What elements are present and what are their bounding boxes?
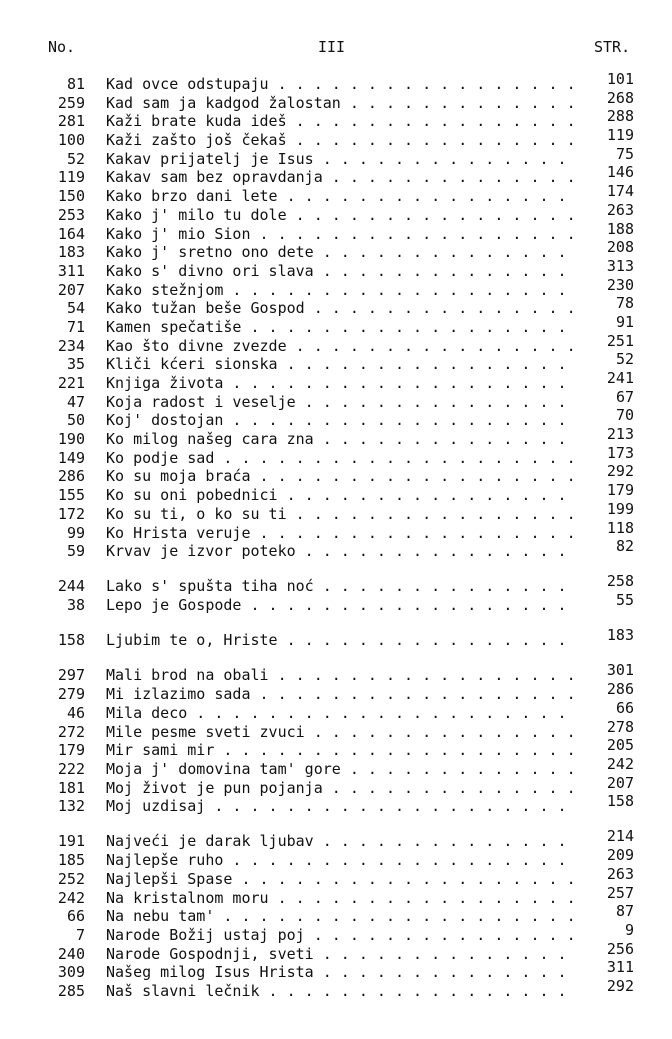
index-entry	[0, 312, 672, 337]
hymn-number: 181	[57, 778, 85, 797]
hymn-title: Kako s' divno ori slava . . .	[106, 262, 576, 281]
hymn-title: Kako tužan beše Gospod . . .	[106, 299, 576, 318]
hymn-number: 132	[57, 797, 85, 816]
hymn-number: 183	[57, 243, 85, 262]
hymn-title: Najlepše ruho . . .	[106, 851, 576, 870]
hymn-title: Kliči kćeri sionska . . .	[106, 355, 576, 374]
page-number: 9	[624, 920, 634, 939]
hymn-title: Najlepši Spase . . .	[106, 870, 576, 889]
page-number: 292	[606, 976, 634, 995]
hymn-number: 100	[57, 131, 85, 150]
page-number: 158	[606, 792, 634, 811]
index-entry	[0, 163, 672, 187]
index-list	[0, 70, 672, 1017]
hymn-number: 59	[66, 542, 85, 561]
page-number: 242	[606, 754, 634, 773]
hymn-number: 47	[66, 392, 85, 411]
index-header	[0, 38, 672, 58]
hymn-title: Kad sam ja kadgod žalostan . . .	[106, 94, 576, 113]
index-entry	[0, 425, 672, 449]
index-entry	[0, 331, 672, 356]
hymn-number: 272	[57, 722, 85, 741]
index-entry	[0, 591, 672, 615]
index-group	[0, 572, 672, 615]
hymn-number: 234	[57, 336, 85, 355]
page-number: 251	[606, 331, 634, 350]
hymn-number: 242	[57, 888, 85, 907]
hymn-title: Kao što divne zvezde . . .	[106, 337, 576, 356]
index-entry	[0, 902, 672, 926]
hymn-number: 52	[66, 149, 85, 168]
page-number: 55	[615, 591, 634, 610]
page-number: 256	[606, 939, 634, 958]
page-number: 230	[606, 275, 634, 294]
hymn-title: Najveći je darak ljubav . . .	[106, 832, 576, 851]
page-number: 278	[606, 717, 634, 736]
hymn-number: 259	[57, 93, 85, 112]
hymn-title: Ko podje sad . . .	[106, 449, 576, 468]
hymn-title: Kako j' milo tu dole . . .	[106, 206, 576, 225]
hymn-title: Kaži zašto još čekaš . . .	[106, 131, 576, 150]
page-column-label: STR.	[594, 38, 631, 56]
page-number: 263	[606, 200, 634, 219]
page-number: 213	[606, 425, 634, 444]
hymn-title: Ko su ti, o ko su ti . . .	[106, 505, 576, 524]
hymn-number: 66	[66, 907, 85, 926]
hymn-number: 35	[66, 355, 85, 374]
index-entry	[0, 200, 672, 225]
page-number: 179	[606, 481, 634, 500]
hymn-title: Kako j' mio Sion . . .	[106, 225, 576, 244]
index-entry	[0, 883, 672, 908]
hymn-title: Krvav je izvor poteko . . .	[106, 542, 576, 561]
page-number: 70	[615, 406, 634, 425]
hymn-title: Moj uzdisaj . . .	[106, 797, 576, 816]
hymn-title: Ljubim te o, Hriste . . .	[106, 631, 576, 650]
hymn-number: 54	[66, 299, 85, 318]
hymn-title: Kakav prijatelj je Isus . . .	[106, 150, 576, 169]
index-group	[0, 626, 672, 650]
hymn-title: Koja radost i veselje . . .	[106, 393, 576, 412]
index-entry	[0, 736, 672, 760]
index-entry	[0, 481, 672, 505]
index-entry	[0, 958, 672, 982]
index-entry	[0, 976, 672, 1001]
index-entry	[0, 827, 672, 851]
index-entry	[0, 773, 672, 798]
index-entry	[0, 219, 672, 244]
hymn-title: Na nebu tam' . . .	[106, 907, 576, 926]
index-entry	[0, 70, 672, 94]
hymn-title: Narode Gospodnji, sveti . . .	[106, 945, 576, 964]
hymn-number: 99	[66, 523, 85, 542]
number-column-label: No.	[48, 38, 76, 56]
hymn-number: 222	[57, 759, 85, 778]
index-entry	[0, 661, 672, 685]
section-number: III	[318, 38, 346, 56]
hymn-number: 38	[66, 596, 85, 615]
index-entry	[0, 369, 672, 393]
page-number: 263	[606, 864, 634, 883]
index-entry	[0, 920, 672, 945]
index-entry	[0, 275, 672, 300]
index-entry	[0, 792, 672, 816]
index-entry	[0, 717, 672, 742]
hymn-number: 164	[57, 224, 85, 243]
hymn-title: Narode Božij ustaj poj . . .	[106, 926, 576, 945]
page-number: 292	[606, 462, 634, 481]
hymn-number: 240	[57, 944, 85, 963]
page-number: 118	[606, 518, 634, 537]
page-number: 286	[606, 680, 634, 699]
hymn-title: Kad ovce odstupaju . . .	[106, 75, 576, 94]
index-entry	[0, 754, 672, 779]
hymn-title: Knjiga života . . .	[106, 374, 576, 393]
page-number: 258	[606, 572, 634, 591]
hymn-number: 46	[66, 703, 85, 722]
hymn-title: Ko Hrista veruje . . .	[106, 524, 576, 543]
page-number: 205	[606, 736, 634, 755]
hymn-number: 286	[57, 467, 85, 486]
hymn-title: Kaži brate kuda ideš . . .	[106, 112, 576, 131]
hymn-title: Kako stežnjom . . .	[106, 281, 576, 300]
index-entry	[0, 499, 672, 524]
page-number: 311	[606, 958, 634, 977]
index-entry	[0, 864, 672, 889]
hymn-title: Moj život je pun pojanja . . .	[106, 779, 576, 798]
index-entry	[0, 387, 672, 412]
hymn-title: Moja j' domovina tam' gore . . .	[106, 760, 576, 779]
page-number: 208	[606, 238, 634, 257]
page-number: 146	[606, 163, 634, 182]
index-entry	[0, 238, 672, 262]
hymn-number: 191	[57, 832, 85, 851]
index-entry	[0, 406, 672, 430]
hymn-title: Kako brzo dani lete . . .	[106, 187, 576, 206]
hymn-number: 279	[57, 685, 85, 704]
index-entry	[0, 294, 672, 318]
hymn-number: 252	[57, 869, 85, 888]
index-entry	[0, 680, 672, 704]
hymn-number: 311	[57, 261, 85, 280]
hymn-title: Kako j' sretno ono dete . . .	[106, 243, 576, 262]
page-number: 66	[615, 698, 634, 717]
index-entry	[0, 88, 672, 113]
index-entry	[0, 182, 672, 206]
hymn-title: Lepo je Gospode . . .	[106, 596, 576, 615]
hymn-number: 285	[57, 981, 85, 1000]
hymn-number: 297	[57, 666, 85, 685]
page-number: 75	[615, 144, 634, 163]
hymn-title: Naš slavni lečnik . . .	[106, 982, 576, 1001]
page-number: 199	[606, 499, 634, 518]
index-entry	[0, 443, 672, 468]
hymn-title: Našeg milog Isus Hrista . . .	[106, 963, 576, 982]
hymn-number: 155	[57, 486, 85, 505]
hymn-number: 281	[57, 112, 85, 131]
hymn-number: 150	[57, 187, 85, 206]
hymn-title: Mile pesme sveti zvuci . . .	[106, 723, 576, 742]
hymn-title: Ko milog našeg cara zna . . .	[106, 430, 576, 449]
page-number: 183	[606, 626, 634, 645]
page-number: 87	[615, 902, 634, 921]
index-entry	[0, 107, 672, 131]
page-number: 119	[606, 126, 634, 145]
hymn-number: 185	[57, 851, 85, 870]
page-number: 82	[615, 537, 634, 556]
index-entry	[0, 626, 672, 650]
hymn-number: 81	[66, 75, 85, 93]
page-number: 257	[606, 883, 634, 902]
index-entry	[0, 462, 672, 486]
index-entry	[0, 350, 672, 374]
hymn-title: Ko su moja braća . . .	[106, 467, 576, 486]
hymn-number: 244	[57, 577, 85, 596]
page-number: 67	[615, 387, 634, 406]
index-group	[0, 70, 672, 561]
page-number: 301	[606, 661, 634, 680]
page-number: 91	[615, 312, 634, 331]
index-entry	[0, 572, 672, 596]
hymn-number: 190	[57, 430, 85, 449]
page-number: 188	[606, 219, 634, 238]
page-number: 101	[606, 70, 634, 88]
index-entry	[0, 939, 672, 964]
hymn-number: 119	[57, 168, 85, 187]
index-entry	[0, 518, 672, 543]
hymn-number: 179	[57, 741, 85, 760]
hymn-title: Mali brod na obali . . .	[106, 666, 576, 685]
page-number: 207	[606, 773, 634, 792]
page-number: 214	[606, 827, 634, 846]
hymn-number: 158	[57, 631, 85, 650]
page-number: 288	[606, 107, 634, 126]
hymn-title: Mila deco . . .	[106, 704, 576, 723]
index-entry	[0, 144, 672, 169]
hymn-title: Mi izlazimo sada . . .	[106, 685, 576, 704]
hymn-number: 309	[57, 963, 85, 982]
hymn-number: 7	[75, 925, 85, 944]
hymn-title: Koj' dostojan . . .	[106, 411, 576, 430]
index-entry	[0, 698, 672, 723]
index-entry	[0, 846, 672, 870]
index-group	[0, 827, 672, 1000]
page-number: 268	[606, 88, 634, 107]
index-entry	[0, 256, 672, 281]
hymn-number: 149	[57, 448, 85, 467]
page-number: 173	[606, 443, 634, 462]
index-entry	[0, 126, 672, 150]
hymn-number: 50	[66, 411, 85, 430]
hymn-number: 253	[57, 205, 85, 224]
hymn-title: Mir sami mir . . .	[106, 741, 576, 760]
hymn-number: 207	[57, 280, 85, 299]
hymn-title: Na kristalnom moru . . .	[106, 889, 576, 908]
page-number: 241	[606, 369, 634, 387]
page-number: 174	[606, 182, 634, 201]
index-group	[0, 661, 672, 816]
page-number: 313	[606, 256, 634, 275]
index-entry	[0, 537, 672, 561]
hymn-title: Lako s' spušta tiha noć . . .	[106, 577, 576, 596]
hymn-title: Kamen spečatiše . . .	[106, 318, 576, 337]
hymn-number: 221	[57, 374, 85, 392]
hymn-number: 71	[66, 317, 85, 336]
page-number: 78	[615, 294, 634, 313]
hymn-title: Ko su oni pobednici . . .	[106, 486, 576, 505]
page-number: 52	[615, 350, 634, 369]
page-number: 209	[606, 846, 634, 865]
hymn-number: 172	[57, 504, 85, 523]
hymn-title: Kakav sam bez opravdanja . . .	[106, 168, 576, 187]
